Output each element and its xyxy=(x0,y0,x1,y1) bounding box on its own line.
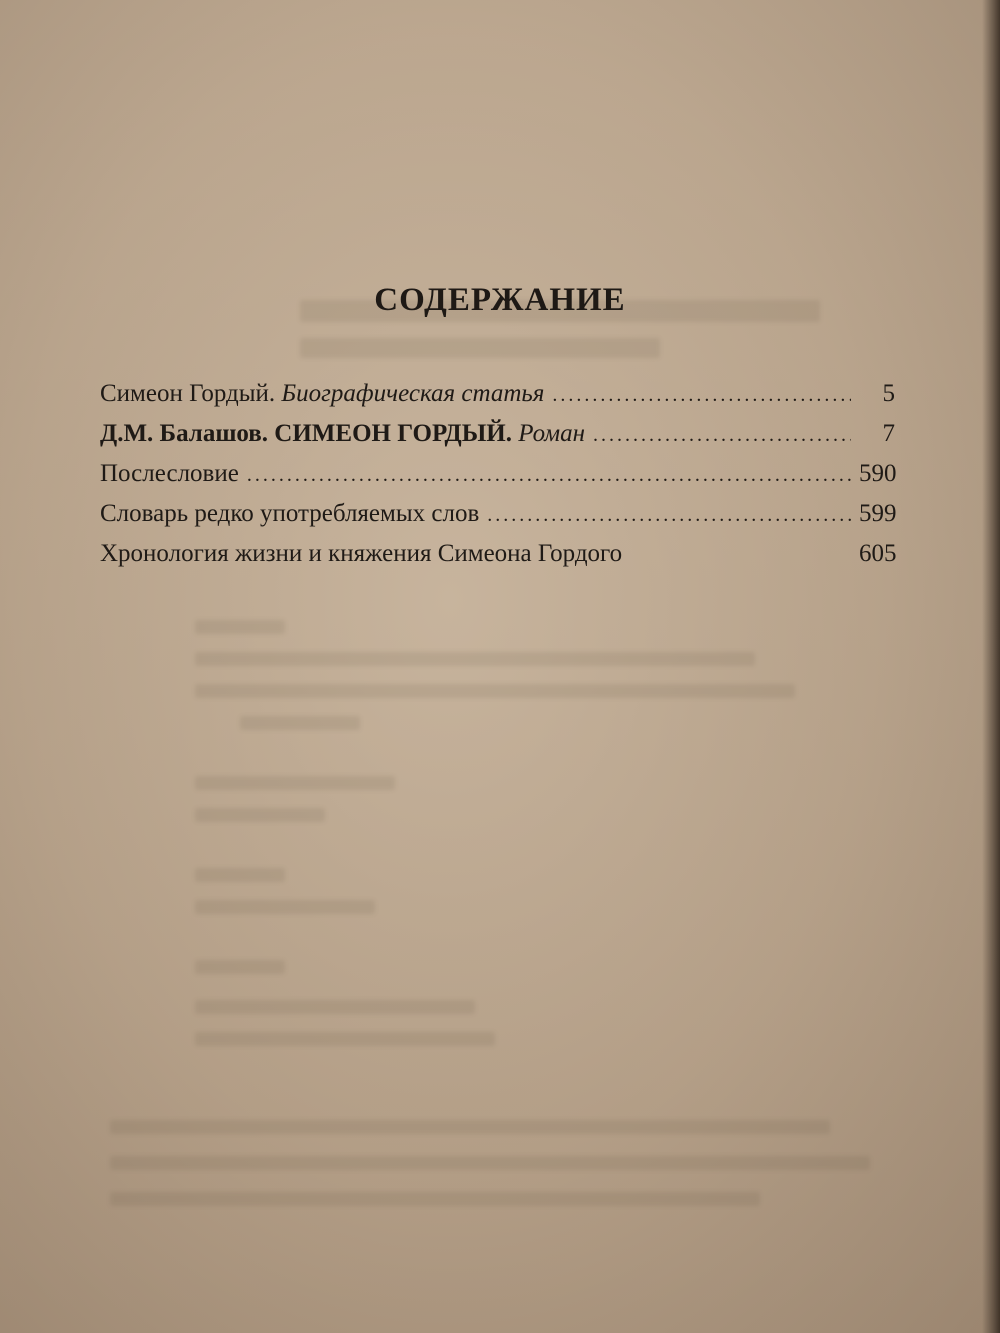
toc-entry-biography xyxy=(100,380,895,420)
toc-entry-subtitle: Биографическая статья xyxy=(281,380,545,407)
toc-entry-page: 590 xyxy=(859,460,897,487)
dot-leader xyxy=(487,504,851,527)
dot-leader xyxy=(552,384,851,407)
toc-entry-afterword xyxy=(100,460,895,500)
toc-entry-title xyxy=(100,500,479,528)
toc-entry-lead: Послесловие xyxy=(100,460,239,487)
toc-entry-title xyxy=(100,420,585,448)
toc-entry-subtitle: Роман xyxy=(518,420,586,447)
toc-entry-lead: Симеон Гордый. xyxy=(100,380,276,407)
toc-entry-glossary xyxy=(100,500,895,540)
toc-entry-chronology xyxy=(100,540,895,580)
toc-entry-lead: Хронология жизни и княжения Симеона Гордого xyxy=(100,540,623,567)
toc-entry-page: 7 xyxy=(882,420,895,447)
toc-entry-title xyxy=(100,460,239,488)
toc-entry-lead: Д.М. Балашов. СИМЕОН ГОРДЫЙ. xyxy=(100,420,512,447)
toc-entry-title xyxy=(100,540,622,568)
contents-heading: СОДЕРЖАНИЕ xyxy=(374,282,626,318)
dot-leader xyxy=(247,464,851,487)
toc-entry-page: 605 xyxy=(859,540,897,567)
toc-entry-novel xyxy=(100,420,895,460)
page-edge-shadow xyxy=(982,0,1000,1333)
dot-leader xyxy=(593,424,851,447)
toc-entry-title xyxy=(100,380,544,408)
toc-entry-lead: Словарь редко употребляемых слов xyxy=(100,500,480,527)
toc-entry-page: 599 xyxy=(859,500,897,527)
table-of-contents xyxy=(100,380,895,580)
toc-entry-page: 5 xyxy=(882,380,895,407)
